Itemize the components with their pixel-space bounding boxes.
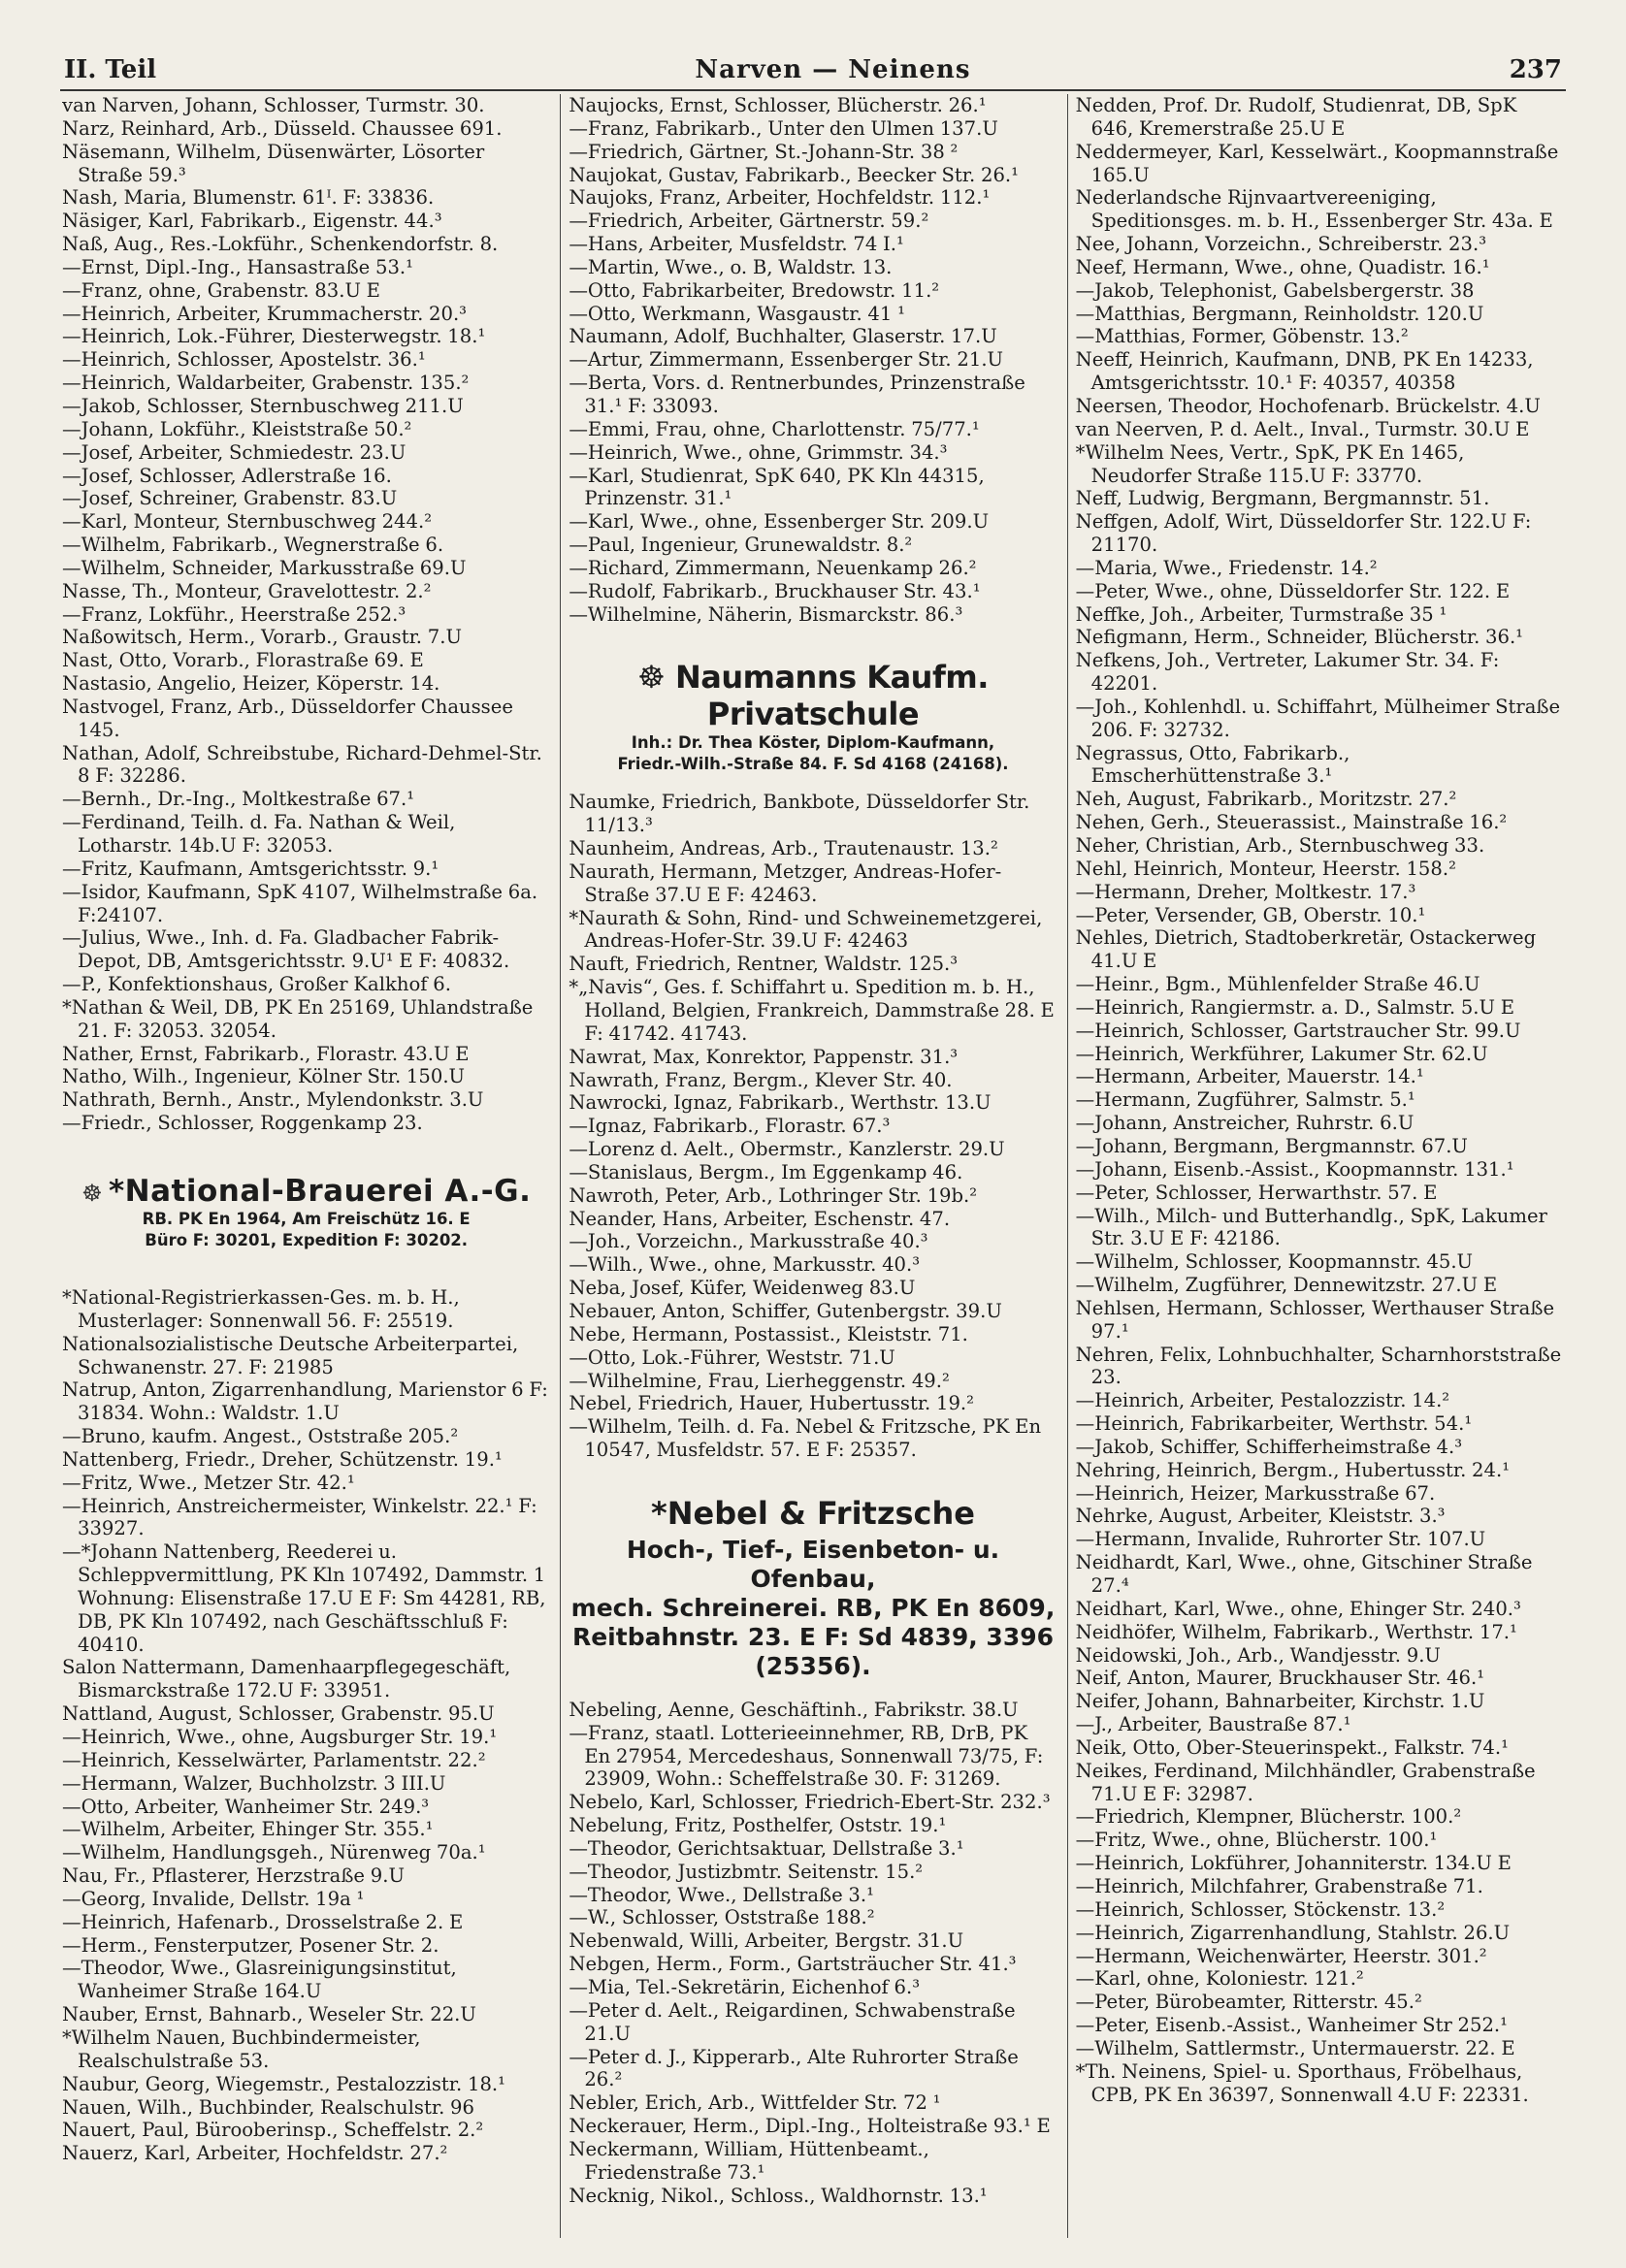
directory-entry: *Naurath & Sohn, Rind- und Schweinemetzgerei, Andreas-Hofer-Str. 39.U F: 42463 — [569, 906, 1043, 953]
directory-entry: *Wilhelm Nauen, Buchbindermeister, Realschulstraße 53. — [62, 2025, 421, 2072]
directory-entry: —Wilhelm, Fabrikarb., Wegnerstraße 6. — [62, 534, 444, 557]
directory-entry: —Georg, Invalide, Dellstr. 19a ¹ — [62, 1887, 365, 1910]
directory-entry: Nash, Maria, Blumenstr. 61ᴵ. F: 33836. — [62, 186, 435, 210]
directory-entry: Naubur, Georg, Wiegemstr., Pestalozzistr. 18.¹ — [62, 2072, 505, 2095]
column-2 — [560, 94, 1057, 2238]
directory-entry: —W., Schlosser, Oststraße 188.² — [569, 1906, 875, 1929]
directory-entry: —Heinrich, Zigarrenhandlung, Stahlstr. 26.U — [1075, 1921, 1511, 1944]
directory-entry: Neckerauer, Herm., Dipl.-Ing., Holteistraße 93.¹ E — [569, 2115, 1051, 2138]
directory-entry: —Heinrich, Kesselwärter, Parlamentstr. 22.² — [62, 1748, 486, 1771]
directory-entry: —Wilh., Wwe., ohne, Markusstr. 40.³ — [569, 1253, 921, 1277]
directory-entry: Näsiger, Karl, Fabrikarb., Eigenstr. 44.³ — [62, 210, 442, 233]
directory-entry: Nehles, Dietrich, Stadtoberkretär, Ostackerweg 41.U E — [1075, 926, 1537, 973]
directory-entry: —Fritz, Wwe., ohne, Blücherstr. 100.¹ — [1075, 1829, 1438, 1852]
directory-entry: —Hermann, Walzer, Buchholzstr. 3 III.U — [62, 1771, 446, 1795]
ad-line: Friedr.-Wilh.-Straße 84. F. Sd 4168 (24168). — [617, 755, 1009, 774]
directory-entry: Naßowitsch, Herm., Vorarb., Graustr. 7.U — [62, 626, 462, 649]
directory-entry: Nebenwald, Willi, Arbeiter, Bergstr. 31.U — [569, 1929, 964, 1953]
directory-entry: Nehren, Felix, Lohnbuchhalter, Scharnhorststraße 23. — [1075, 1343, 1562, 1389]
ad-line: Reitbahnstr. 23. E F: Sd 4839, 3396 — [571, 1622, 1055, 1651]
ad-line: (25356). — [755, 1651, 871, 1680]
directory-entry: —Bernh., Dr.-Ing., Moltkestraße 67.¹ — [62, 788, 415, 811]
nebel-fritzsche-ad — [569, 1495, 1057, 1699]
directory-entry: —Jakob, Schlosser, Sternbuschweg 211.U — [62, 394, 464, 417]
directory-entry: Neidhöfer, Wilhelm, Fabrikarb., Werthstr. 17.¹ — [1075, 1620, 1517, 1643]
header-rule — [60, 89, 1566, 91]
directory-entry: —J., Arbeiter, Baustraße 87.¹ — [1075, 1713, 1351, 1736]
directory-entry: *Th. Neinens, Spiel- u. Sporthaus, Fröbelhaus, CPB, PK En 36397, Sonnenwall 4.U F: 22331. — [1075, 2059, 1529, 2106]
directory-entry: —Peter, Versender, GB, Oberstr. 10.¹ — [1075, 903, 1426, 926]
directory-entry: —Franz, staatl. Lotterieeinnehmer, RB, DrB, PK En 27954, Mercedeshaus, Sonnenwall 73/75, F: 23909, Wohn.: Scheffelstraße 30. F: 31269. — [569, 1721, 1044, 1791]
directory-entry: —Fritz, Kaufmann, Amtsgerichtsstr. 9.¹ — [62, 857, 439, 880]
directory-entry: —Wilhelm, Zugführer, Dennewitzstr. 27.U E — [1075, 1274, 1498, 1297]
directory-entry: Nationalsozialistische Deutsche Arbeiterpartei, Schwanenstr. 27. F: 21985 — [62, 1332, 519, 1378]
directory-entry: Neffke, Joh., Arbeiter, Turmstraße 35 ¹ — [1075, 602, 1447, 626]
directory-entry: Nehen, Gerh., Steuerassist., Mainstraße 16.² — [1075, 811, 1508, 834]
directory-entry: —Isidor, Kaufmann, SpK 4107, Wilhelmstraße 6a. F:24107. — [62, 880, 538, 926]
directory-entry: Narz, Reinhard, Arb., Düsseld. Chaussee 691. — [62, 116, 503, 140]
directory-columns — [62, 94, 1564, 2238]
directory-entry: —Peter d. J., Kipperarb., Alte Ruhrorter Straße 26.² — [569, 2045, 1019, 2091]
directory-entry: —Theodor, Wwe., Dellstraße 3.¹ — [569, 1883, 874, 1906]
directory-entry: Nauft, Friedrich, Rentner, Waldstr. 125.³ — [569, 953, 959, 976]
directory-entry: —Berta, Vors. d. Rentnerbundes, Prinzenstraße 31.¹ F: 33093. — [569, 372, 1025, 417]
directory-entry: —Heinrich, Wwe., ohne, Grimmstr. 34.³ — [569, 440, 948, 464]
directory-entry: —Peter d. Aelt., Reigardinen, Schwabenstraße 21.U — [569, 1998, 1016, 2045]
directory-entry: —Emmi, Frau, ohne, Charlottenstr. 75/77.¹ — [569, 417, 980, 440]
directory-entry: —Hermann, Invalide, Ruhrorter Str. 107.U — [1075, 1528, 1486, 1551]
directory-entry: *National-Registrierkassen-Ges. m. b. H., Musterlager: Sonnenwall 56. F: 25519. — [62, 1285, 460, 1332]
directory-entry: —Wilhelm, Schlosser, Koopmannstr. 45.U — [1075, 1250, 1474, 1274]
directory-entry: Nather, Ernst, Fabrikarb., Florastr. 43.U E — [62, 1042, 470, 1065]
directory-entry: —Artur, Zimmermann, Essenberger Str. 21.U — [569, 348, 1004, 372]
directory-entry: —Hermann, Weichenwärter, Heerstr. 301.² — [1075, 1944, 1487, 1967]
directory-entry: —Heinrich, Lokführer, Johanniterstr. 134.U E — [1075, 1852, 1512, 1875]
directory-entry: —Ferdinand, Teilh. d. Fa. Nathan & Weil, Lotharstr. 14b.U F: 32053. — [62, 811, 456, 857]
directory-entry: —Heinrich, Schlosser, Apostelstr. 36.¹ — [62, 348, 426, 372]
directory-entry: van Neerven, P. d. Aelt., Inval., Turmstr. 30.U E — [1075, 417, 1530, 440]
directory-entry: —Maria, Wwe., Friedenstr. 14.² — [1075, 556, 1378, 579]
directory-entry: Neh, August, Fabrikarb., Moritzstr. 27.² — [1075, 788, 1457, 811]
directory-entry: Neef, Hermann, Wwe., ohne, Quadistr. 16.¹ — [1075, 255, 1490, 278]
directory-entry: van Narven, Johann, Schlosser, Turmstr. 30. — [62, 94, 485, 116]
directory-entry: Nebel, Friedrich, Hauer, Hubertusstr. 19.² — [569, 1392, 975, 1415]
directory-entry: *„Navis“, Ges. f. Schiffahrt u. Spedition m. b. H., Holland, Belgien, Frankreich, Dammstraße 28. E F: 41742. 41743. — [569, 976, 1055, 1045]
directory-entry: —Theodor, Gerichtsaktuar, Dellstraße 3.¹ — [569, 1836, 964, 1860]
page-number: 237 — [1509, 55, 1562, 84]
directory-entry: Neander, Hans, Arbeiter, Eschenstr. 47. — [569, 1207, 951, 1230]
directory-entry: Nawrocki, Ignaz, Fabrikarb., Werthstr. 13.U — [569, 1091, 992, 1115]
directory-entry: Näsemann, Wilhelm, Düsenwärter, Lösorter Straße 59.³ — [62, 140, 485, 186]
directory-entry: —Heinrich, Schlosser, Stöckenstr. 13.² — [1075, 1897, 1446, 1921]
directory-entry: Neikes, Ferdinand, Milchhändler, Grabenstraße 71.U E F: 32987. — [1075, 1759, 1536, 1805]
directory-entry: —Heinrich, Arbeiter, Pestalozzistr. 14.² — [1075, 1389, 1450, 1412]
directory-entry: Nehrke, August, Arbeiter, Kleiststr. 3.³ — [1075, 1505, 1446, 1528]
directory-entry: —Lorenz d. Aelt., Obermstr., Kanzlerstr. 29.U — [569, 1138, 1005, 1161]
directory-entry: Nauert, Paul, Bürooberinsp., Scheffelstr. 2.² — [62, 2119, 484, 2142]
directory-entry: —Heinrich, Wwe., ohne, Augsburger Str. 19.¹ — [62, 1726, 498, 1748]
directory-entry: Nebe, Hermann, Postassist., Kleiststr. 71. — [569, 1322, 968, 1345]
directory-entry: —Matthias, Former, Göbenstr. 13.² — [1075, 325, 1409, 348]
directory-entry: Neeff, Heinrich, Kaufmann, DNB, PK En 14233, Amtsgerichtsstr. 10.¹ F: 40357, 40358 — [1075, 348, 1534, 395]
directory-entry: Nefkens, Joh., Vertreter, Lakumer Str. 34. F: 42201. — [1075, 649, 1500, 696]
directory-entry: Neik, Otto, Ober-Steuerinspekt., Falkstr. 74.¹ — [1075, 1735, 1509, 1759]
ad-line: RB. PK En 1964, Am Freischütz 16. E — [142, 1209, 471, 1228]
directory-entry: Nehlsen, Hermann, Schlosser, Werthauser Straße 97.¹ — [1075, 1296, 1555, 1343]
directory-entry: —Heinrich, Anstreichermeister, Winkelstr. 22.¹ F: 33927. — [62, 1494, 537, 1540]
directory-entry: Neif, Anton, Maurer, Bruckhauser Str. 46.¹ — [1075, 1667, 1485, 1690]
directory-entry: Neba, Josef, Küfer, Weidenweg 83.U — [569, 1277, 916, 1300]
school-logo-icon: ☸ — [637, 659, 675, 697]
directory-entry: —Rudolf, Fabrikarb., Bruckhauser Str. 43.¹ — [569, 579, 981, 602]
column-1 — [62, 94, 550, 2238]
directory-entry: Nast, Otto, Vorarb., Florastraße 69. E — [62, 649, 424, 672]
naumann-school-ad — [569, 659, 1057, 791]
column-3 — [1067, 94, 1564, 2238]
directory-entry: —Fritz, Wwe., Metzer Str. 42.¹ — [62, 1471, 355, 1494]
directory-entry: —Peter, Wwe., ohne, Düsseldorfer Str. 122. E — [1075, 579, 1511, 602]
ad-line: Inh.: Dr. Thea Köster, Diplom-Kaufmann, — [631, 733, 995, 753]
directory-entry: —Peter, Schlosser, Herwarthstr. 57. E — [1075, 1181, 1438, 1204]
directory-entry: —Josef, Schlosser, Adlerstraße 16. — [62, 464, 392, 487]
ad-title: *Nebel & Fritzsche — [651, 1494, 975, 1532]
part-label: II. Teil — [64, 55, 157, 84]
directory-entry: —Hermann, Arbeiter, Mauerstr. 14.¹ — [1075, 1065, 1424, 1088]
directory-entry: Neddermeyer, Karl, Kesselwärt., Koopmannstraße 165.U — [1075, 140, 1559, 186]
directory-entry: Nehl, Heinrich, Monteur, Heerstr. 158.² — [1075, 857, 1456, 880]
ad-line: Büro F: 30201, Expedition F: 30202. — [145, 1230, 469, 1249]
directory-entry: —Franz, Fabrikarb., Unter den Ulmen 137.U — [569, 116, 998, 140]
national-brauerei-ad — [62, 1174, 550, 1286]
directory-entry: —Karl, Studienrat, SpK 640, PK Kln 44315, Prinzenstr. 31.¹ — [569, 464, 985, 510]
directory-entry: Naß, Aug., Res.-Lokführ., Schenkendorfstr. 8. — [62, 233, 499, 256]
directory-entry: —Johann, Anstreicher, Ruhrstr. 6.U — [1075, 1112, 1415, 1135]
directory-entry: —Theodor, Wwe., Glasreinigungsinstitut, Wanheimer Straße 164.U — [62, 1957, 457, 2003]
directory-entry: Neersen, Theodor, Hochofenarb. Brückelstr. 4.U — [1075, 394, 1541, 417]
directory-entry: Nederlandsche Rijnvaartvereeniging, Speditionsges. m. b. H., Essenberger Str. 43a. E — [1075, 186, 1553, 233]
directory-entry: —Stanislaus, Bergm., Im Eggenkamp 46. — [569, 1160, 963, 1183]
directory-entry: Nathrath, Bernh., Anstr., Mylendonkstr. 3.U — [62, 1088, 484, 1112]
column-2-entries-cont — [569, 791, 1057, 1461]
directory-entry: Nawrath, Franz, Bergm., Klever Str. 40. — [569, 1068, 953, 1091]
directory-entry: Neifer, Johann, Bahnarbeiter, Kirchstr. 1.U — [1075, 1690, 1485, 1713]
directory-entry: Neffgen, Adolf, Wirt, Düsseldorfer Str. 122.U F: 21170. — [1075, 510, 1532, 557]
directory-entry: Negrassus, Otto, Fabrikarb., Emscherhüttenstraße 3.¹ — [1075, 741, 1350, 788]
directory-entry: —Peter, Bürobeamter, Ritterstr. 45.² — [1075, 1991, 1422, 2014]
directory-entry: Nebelo, Karl, Schlosser, Friedrich-Ebert-Str. 232.³ — [569, 1791, 1051, 1814]
directory-entry: —Friedrich, Arbeiter, Gärtnerstr. 59.² — [569, 210, 929, 233]
brewery-logo-icon: ☸ — [81, 1179, 103, 1207]
directory-entry: —Peter, Eisenb.-Assist., Wanheimer Str 252.¹ — [1075, 2014, 1509, 2037]
directory-entry: Nehring, Heinrich, Bergm., Hubertusstr. 24.¹ — [1075, 1458, 1511, 1481]
ad-title: Naumanns Kaufm. Privatschule — [674, 659, 989, 733]
directory-entry: Nebauer, Anton, Schiffer, Gutenbergstr. 39.U — [569, 1299, 1002, 1322]
directory-entry: —Heinr., Bgm., Mühlenfelder Straße 46.U — [1075, 973, 1480, 996]
directory-entry: Nawrat, Max, Konrektor, Pappenstr. 31.³ — [569, 1045, 959, 1068]
directory-entry: —Heinrich, Fabrikarbeiter, Werthstr. 54.¹ — [1075, 1412, 1473, 1436]
directory-entry: Nattland, August, Schlosser, Grabenstr. 95.U — [62, 1702, 495, 1726]
directory-entry: *Wilhelm Nees, Vertr., SpK, PK En 1465, Neudorfer Straße 115.U F: 33770. — [1075, 440, 1465, 487]
ad-line: mech. Schreinerei. RB, PK En 8609, — [570, 1593, 1056, 1622]
directory-entry: —Ignaz, Fabrikarb., Florastr. 67.³ — [569, 1115, 891, 1138]
directory-entry: —Johann, Lokführ., Kleiststraße 50.² — [62, 417, 412, 440]
column-1-entries — [62, 94, 550, 1135]
directory-entry: Nauber, Ernst, Bahnarb., Weseler Str. 22.U — [62, 2003, 476, 2026]
directory-entry: Nefigmann, Herm., Schneider, Blücherstr. 36.¹ — [1075, 626, 1524, 649]
directory-entry: —Friedrich, Gärtner, St.-Johann-Str. 38 ² — [569, 140, 959, 163]
directory-entry: —Heinrich, Schlosser, Gartstraucher Str. 99.U — [1075, 1019, 1521, 1042]
ad-line: Hoch-, Tief-, Eisenbeton- u. Ofenbau, — [626, 1535, 1000, 1593]
directory-entry: —Wilh., Milch- und Butterhandlg., SpK, Lakumer Str. 3.U E F: 42186. — [1075, 1204, 1547, 1250]
directory-entry: —Josef, Schreiner, Grabenstr. 83.U — [62, 487, 398, 510]
directory-entry: Neher, Christian, Arb., Sternbuschweg 33. — [1075, 834, 1485, 857]
directory-entry: —P., Konfektionshaus, Großer Kalkhof 6. — [62, 973, 451, 996]
directory-entry: Nau, Fr., Pflasterer, Herzstraße 9.U — [62, 1864, 405, 1888]
directory-entry: Naujokat, Gustav, Fabrikarb., Beecker Str. 26.¹ — [569, 163, 1019, 186]
directory-entry: —Otto, Werkmann, Wasgaustr. 41 ¹ — [569, 302, 905, 325]
directory-entry: —Wilhelm, Arbeiter, Ehinger Str. 355.¹ — [62, 1818, 434, 1841]
directory-entry: Nasse, Th., Monteur, Gravelottestr. 2.² — [62, 579, 432, 602]
directory-entry: Nawroth, Peter, Arb., Lothringer Str. 19b.² — [569, 1183, 978, 1207]
directory-entry: —Franz, ohne, Grabenstr. 83.U E — [62, 278, 380, 302]
directory-entry: —Heinrich, Milchfahrer, Grabenstraße 71. — [1075, 1874, 1483, 1897]
directory-entry: Nebler, Erich, Arb., Wittfelder Str. 72 ¹ — [569, 2091, 941, 2115]
directory-entry: Nebelung, Fritz, Posthelfer, Oststr. 19.¹ — [569, 1814, 947, 1837]
directory-entry: —Hans, Arbeiter, Musfeldstr. 74 I.¹ — [569, 233, 904, 256]
directory-entry: Naujoks, Franz, Arbeiter, Hochfeldstr. 112.¹ — [569, 186, 991, 210]
column-2-entries — [569, 94, 1057, 626]
directory-entry: Neckermann, William, Hüttenbeamt., Friedenstraße 73.¹ — [569, 2137, 929, 2184]
directory-entry: —Heinrich, Rangiermstr. a. D., Salmstr. 5.U E — [1075, 995, 1515, 1019]
column-3-entries — [1076, 94, 1564, 2106]
directory-entry: —Paul, Ingenieur, Grunewaldstr. 8.² — [569, 534, 913, 557]
directory-entry: —Matthias, Bergmann, Reinholdstr. 120.U — [1075, 302, 1484, 325]
directory-entry: —Hermann, Dreher, Moltkestr. 17.³ — [1075, 880, 1416, 903]
directory-entry: Naumke, Friedrich, Bankbote, Düsseldorfer Str. 11/13.³ — [569, 791, 1030, 837]
directory-entry: Nastasio, Angelio, Heizer, Köperstr. 14. — [62, 672, 440, 696]
directory-entry: —Jakob, Schiffer, Schifferheimstraße 4.³ — [1075, 1435, 1463, 1458]
directory-entry: —Karl, Wwe., ohne, Essenberger Str. 209.U — [569, 510, 990, 534]
directory-entry: Salon Nattermann, Damenhaarpflegegeschäft, Bismarckstraße 172.U F: 33951. — [62, 1656, 511, 1702]
directory-entry: —Otto, Lok.-Führer, Weststr. 71.U — [569, 1345, 895, 1369]
page-header — [64, 50, 1562, 89]
directory-entry: —Bruno, kaufm. Angest., Oststraße 205.² — [62, 1425, 459, 1448]
directory-entry: —Friedr., Schlosser, Roggenkamp 23. — [62, 1112, 423, 1135]
directory-entry: —Wilhelm, Sattlermstr., Untermauerstr. 22. E — [1075, 2036, 1515, 2059]
directory-entry: Nathan, Adolf, Schreibstube, Richard-Dehmel-Str. 8 F: 32286. — [62, 741, 542, 788]
directory-entry: —Heinrich, Waldarbeiter, Grabenstr. 135.² — [62, 372, 470, 395]
directory-entry: —Joh., Kohlenhdl. u. Schiffahrt, Mülheimer Straße 206. F: 32732. — [1075, 695, 1561, 741]
ad-title: *National-Brauerei A.-G. — [108, 1173, 532, 1209]
directory-entry: Neidhart, Karl, Wwe., ohne, Ehinger Str. 240.³ — [1075, 1597, 1521, 1620]
directory-entry: —Heinrich, Heizer, Markusstraße 67. — [1075, 1481, 1436, 1505]
running-head: Narven — Neinens — [695, 55, 971, 84]
directory-entry: —Wilhelmine, Näherin, Bismarckstr. 86.³ — [569, 602, 963, 626]
directory-entry: —Johann, Bergmann, Bergmannstr. 67.U — [1075, 1134, 1468, 1157]
directory-entry: —Heinrich, Hafenarb., Drosselstraße 2. E — [62, 1910, 464, 1933]
directory-entry: Necknig, Nikol., Schloss., Waldhornstr. 13.¹ — [569, 2184, 988, 2207]
directory-entry: —Johann, Eisenb.-Assist., Koopmannstr. 131.¹ — [1075, 1157, 1514, 1181]
directory-entry: —Karl, Monteur, Sternbuschweg 244.² — [62, 510, 433, 534]
directory-entry: —Herm., Fensterputzer, Posener Str. 2. — [62, 1933, 439, 1957]
directory-entry: —Wilhelm, Schneider, Markusstraße 69.U — [62, 556, 467, 579]
column-1-entries-cont — [62, 1286, 550, 2165]
directory-entry: —Heinrich, Arbeiter, Krummacherstr. 20.³ — [62, 302, 468, 325]
directory-entry: Natho, Wilh., Ingenieur, Kölner Str. 150.U — [62, 1065, 466, 1088]
directory-entry: *Nathan & Weil, DB, PK En 25169, Uhlandstraße 21. F: 32053. 32054. — [62, 995, 534, 1042]
directory-entry: Nebgen, Herm., Form., Gartsträucher Str. 41.³ — [569, 1953, 1017, 1976]
directory-entry: Nedden, Prof. Dr. Rudolf, Studienrat, DB, SpK 646, Kremerstraße 25.U E — [1075, 94, 1517, 140]
column-2-entries-end — [569, 1699, 1057, 2208]
directory-entry: —Ernst, Dipl.-Ing., Hansastraße 53.¹ — [62, 255, 414, 278]
directory-entry: Natrup, Anton, Zigarrenhandlung, Marienstor 6 F: 31834. Wohn.: Waldstr. 1.U — [62, 1378, 548, 1425]
directory-entry: —Hermann, Zugführer, Salmstr. 5.¹ — [1075, 1088, 1415, 1112]
directory-entry: —Theodor, Justizbmtr. Seitenstr. 15.² — [569, 1860, 924, 1883]
directory-entry: Neidowski, Joh., Arb., Wandjesstr. 9.U — [1075, 1643, 1441, 1667]
directory-entry: —Wilhelm, Handlungsgeh., Nürenweg 70a.¹ — [62, 1841, 486, 1864]
directory-entry: Naumann, Adolf, Buchhalter, Glaserstr. 17.U — [569, 325, 997, 348]
directory-entry: Naujocks, Ernst, Schlosser, Blücherstr. 26.¹ — [569, 94, 987, 116]
directory-entry: —Otto, Fabrikarbeiter, Bredowstr. 11.² — [569, 278, 940, 302]
directory-entry: Nattenberg, Friedr., Dreher, Schützenstr. 19.¹ — [62, 1447, 503, 1471]
directory-entry: —Heinrich, Werkführer, Lakumer Str. 62.U — [1075, 1042, 1488, 1065]
directory-entry: —Martin, Wwe., o. B, Waldstr. 13. — [569, 255, 893, 278]
directory-entry: —Jakob, Telephonist, Gabelsbergerstr. 38 — [1075, 278, 1475, 302]
directory-entry: Naurath, Hermann, Metzger, Andreas-Hofer-Straße 37.U E F: 42463. — [569, 859, 1002, 906]
directory-entry: Naunheim, Andreas, Arb., Trautenaustr. 13.² — [569, 837, 998, 860]
directory-entry: Nauerz, Karl, Arbeiter, Hochfeldstr. 27.² — [62, 2142, 448, 2165]
directory-entry: —Wilhelmine, Frau, Lierheggenstr. 49.² — [569, 1369, 950, 1392]
directory-entry: —Mia, Tel.-Sekretärin, Eichenhof 6.³ — [569, 1976, 921, 1998]
directory-entry: Nee, Johann, Vorzeichn., Schreiberstr. 23.³ — [1075, 233, 1487, 256]
directory-entry: Neff, Ludwig, Bergmann, Bergmannstr. 51. — [1075, 487, 1490, 510]
directory-entry: —Karl, ohne, Koloniestr. 121.² — [1075, 1967, 1364, 1991]
directory-entry: —Josef, Arbeiter, Schmiedestr. 23.U — [62, 440, 406, 464]
directory-entry: Neidhardt, Karl, Wwe., ohne, Gitschiner Straße 27.⁴ — [1075, 1551, 1533, 1597]
directory-entry: —Julius, Wwe., Inh. d. Fa. Gladbacher Fabrik-Depot, DB, Amtsgerichtsstr. 9.U¹ E F: 40832. — [62, 926, 510, 973]
directory-entry: Nebeling, Aenne, Geschäftinh., Fabrikstr. 38.U — [569, 1698, 1019, 1721]
directory-entry: —Wilhelm, Teilh. d. Fa. Nebel & Fritzsche, PK En 10547, Musfeldstr. 57. E F: 25357. — [569, 1415, 1042, 1462]
directory-entry: —Richard, Zimmermann, Neuenkamp 26.² — [569, 556, 977, 579]
directory-entry: —*Johann Nattenberg, Reederei u. Schleppvermittlung, PK Kln 107492, Dammstr. 1 Wohnung: Elisenstraße 17.U E F: Sm 44281, RB, DB, PK Kln 107492, nach Geschäftsschluß F: 40410. — [62, 1540, 546, 1656]
directory-entry: —Franz, Lokführ., Heerstraße 252.³ — [62, 602, 406, 626]
directory-entry: Nastvogel, Franz, Arb., Düsseldorfer Chaussee 145. — [62, 695, 513, 741]
directory-entry: —Heinrich, Lok.-Führer, Diesterwegstr. 18.¹ — [62, 325, 486, 348]
directory-entry: —Otto, Arbeiter, Wanheimer Str. 249.³ — [62, 1795, 430, 1818]
directory-entry: Nauen, Wilh., Buchbinder, Realschulstr. 96 — [62, 2095, 474, 2119]
directory-entry: —Joh., Vorzeichn., Markusstraße 40.³ — [569, 1230, 928, 1253]
directory-entry: —Friedrich, Klempner, Blücherstr. 100.² — [1075, 1805, 1462, 1829]
